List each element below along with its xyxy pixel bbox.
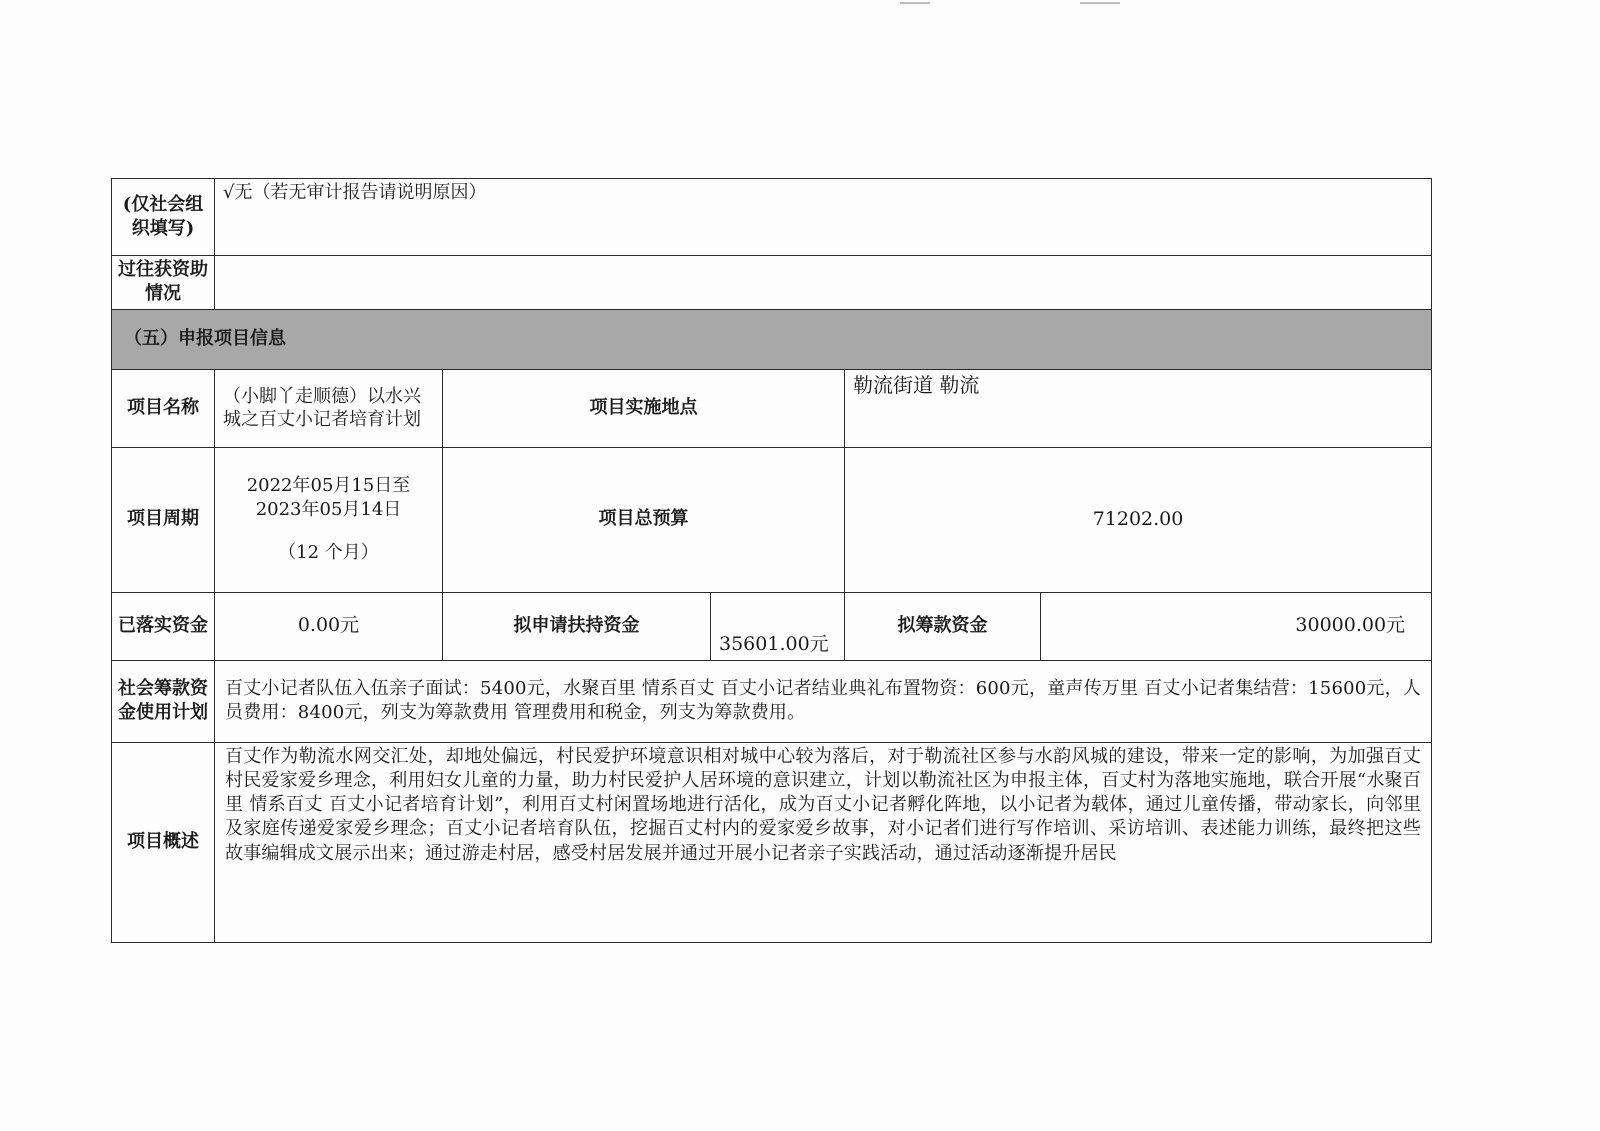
past-funding-value [215,256,1432,310]
raise-funds-value: 30000.00元 [1041,592,1432,660]
overview-text: 百丈作为勒流水网交汇处，却地处偏远，村民爱护环境意识相对城中心较为落后，对于勒流社区参与水韵风城的建设，带来一定的影响，为加强百丈村民爱家爱乡理念，利用妇女儿童的力量，助力村民爱护人居环境的意识建立，计划以勒流社区为申报主体，百丈村为落地实施地，联合开展“水聚百里 情系百丈 百丈小记者培育计划”，利用百丈村闲置场地进行活化，成为百丈小记者孵化阵地，以小记者为载体，通过儿童传播，带动家长，向邻里及家庭传递爱家爱乡理念；百丈小记者培育队伍，挖掘百丈村内的爱家爱乡故事，对小记者们进行写作培训、采访培训、表述能力训练，最终把这些故事编辑成文展示出来；通过游走村居，感受村居发展并通过开展小记者亲子实践活动，通过活动逐渐提升居民 [215,742,1432,942]
project-period-row [112,447,1432,592]
audit-label: (仅社会组织填写) [112,179,215,256]
secured-funds-label: 已落实资金 [112,592,215,660]
raise-plan-label: 社会筹款资金使用计划 [112,660,215,742]
project-budget-label: 项目总预算 [443,447,845,592]
apply-funds-label: 拟申请扶持资金 [443,592,711,660]
past-funding-label: 过往获资助情况 [112,256,215,310]
scan-mark [900,2,930,4]
project-name-row [112,369,1432,447]
section-header-row [112,309,1432,369]
past-funding-row [112,256,1432,310]
overview-row [112,742,1432,942]
project-period-months: （12 个月） [278,541,379,563]
application-form-table [111,178,1432,943]
secured-funds-value: 0.00元 [215,592,443,660]
project-name-label: 项目名称 [112,369,215,447]
project-name-value: （小脚丫走顺德）以水兴城之百丈小记者培育计划 [215,369,443,447]
apply-funds-value: 35601.00元 [711,592,845,660]
raise-funds-label: 拟筹款资金 [845,592,1041,660]
scan-mark [1080,2,1120,4]
audit-value: √无（若无审计报告请说明原因） [215,179,1432,256]
project-budget-value: 71202.00 [845,447,1432,592]
funds-row [112,592,1432,660]
project-period-value [215,447,443,592]
section-title: （五）申报项目信息 [112,309,1432,369]
audit-row [112,179,1432,256]
project-period-dates: 2022年05月15日至 2023年05月14日 [246,475,411,521]
raise-plan-text: 百丈小记者队伍入伍亲子面试：5400元，水聚百里 情系百丈 百丈小记者结业典礼布置物资：600元，童声传万里 百丈小记者集结营：15600元，人员费用：8400元，列支为筹款费用 管理费用和税金，列支为筹款费用。 [215,660,1432,742]
project-period-label: 项目周期 [112,447,215,592]
project-location-value: 勒流街道 勒流 [845,369,1432,447]
overview-label: 项目概述 [112,742,215,942]
project-location-label: 项目实施地点 [443,369,845,447]
raise-plan-row [112,660,1432,742]
